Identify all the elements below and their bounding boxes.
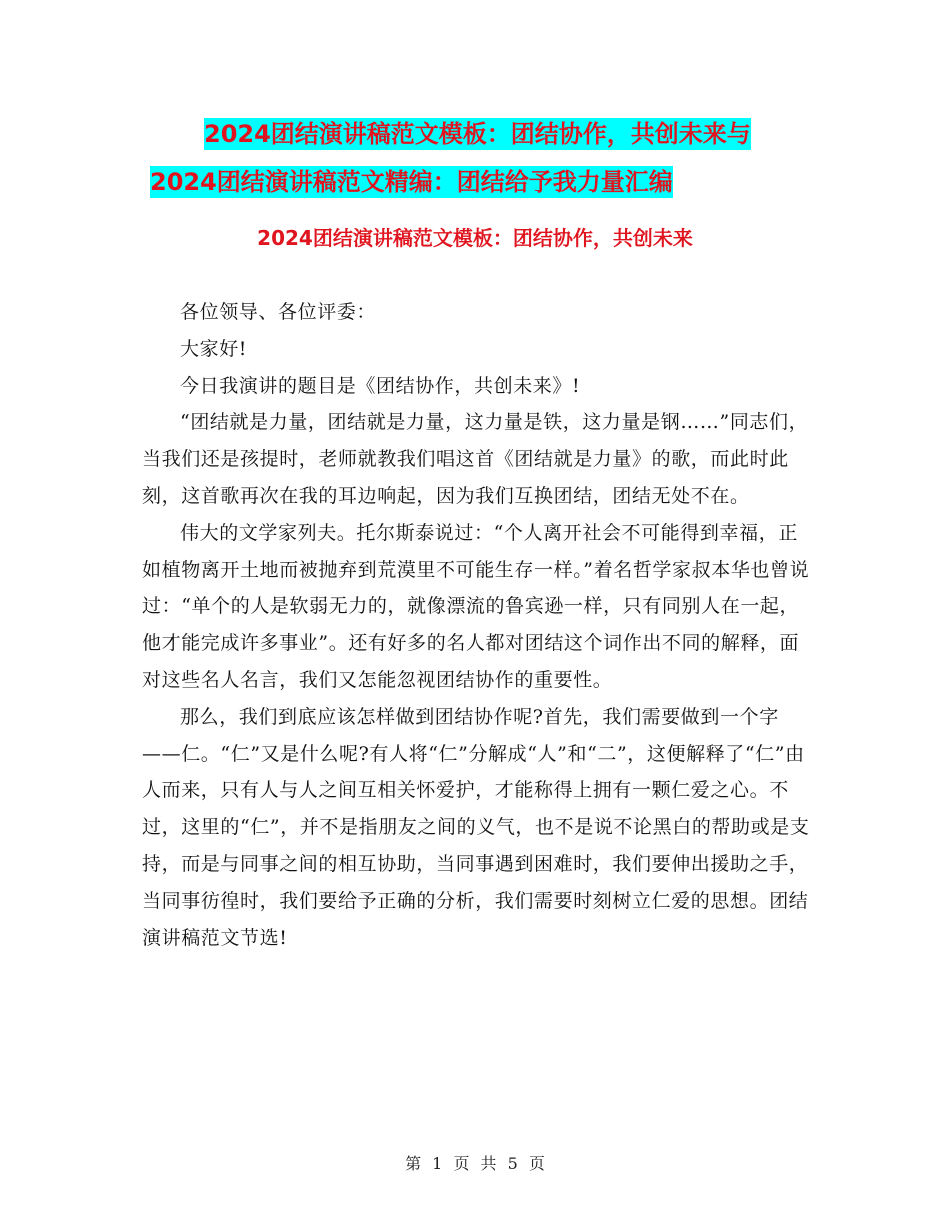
main-title bbox=[150, 110, 810, 206]
paragraph-quotes: 伟大的文学家列夫。托尔斯泰说过：“个人离开社会不可能得到幸福，正如植物离开土地而被抛弃到荒漠里不可能生存一样。”着名哲学家叔本华也曾说过：“单个的人是软弱无力的，就像漂流的鲁宾逊一样，只有同别人在一起，他才能完成许多事业”。还有好多的名人都对团结这个词作出不同的解释，面对这些名人名言，我们又怎能忽视团结协作的重要性。 bbox=[142, 521, 810, 691]
paragraph-ren: 那么，我们到底应该怎样做到团结协作呢?首先，我们需要做到一个字——仁。“仁”又是什么呢?有人将“仁”分解成“人”和“二”，这便解释了“仁”由人而来，只有人与人之间互相关怀爱护，才能称得上拥有一颗仁爱之心。不过，这里的“仁”，并不是指朋友之间的义气，也不是说不论黑白的帮助或是支持，而是与同事之间的相互协助，当同事遇到困难时，我们要伸出援助之手，当同事彷徨时，我们要给予正确的分析，我们需要时刻树立仁爱的思想。团结演讲稿范文节选! bbox=[142, 705, 810, 949]
page-number-footer: 第 1 页 共 5 页 bbox=[405, 1154, 545, 1173]
paragraph-salutation: 各位领导、各位评委： bbox=[180, 301, 377, 323]
paragraph-greeting: 大家好! bbox=[180, 337, 248, 360]
main-title-line-2-text: 2024团结演讲稿范文精编：团结给予我力量汇编 bbox=[150, 168, 673, 196]
main-title-line-2 bbox=[150, 158, 810, 206]
main-title-line-1-text: 2024团结演讲稿范文模板：团结协作，共创未来与 bbox=[204, 120, 751, 148]
section-title: 2024团结演讲稿范文模板：团结协作，共创未来 bbox=[257, 226, 693, 250]
speech-body bbox=[142, 294, 810, 956]
paragraph-song: “团结就是力量，团结就是力量，这力量是铁，这力量是钢……”同志们，当我们还是孩提时，老师就教我们唱这首《团结就是力量》的歌，而此时此刻，这首歌再次在我的耳边响起，因为我们互换团结，团结无处不在。 bbox=[142, 411, 809, 507]
main-title-line-1 bbox=[150, 110, 810, 158]
paragraph-topic: 今日我演讲的题目是《团结协作，共创未来》! bbox=[180, 374, 581, 397]
